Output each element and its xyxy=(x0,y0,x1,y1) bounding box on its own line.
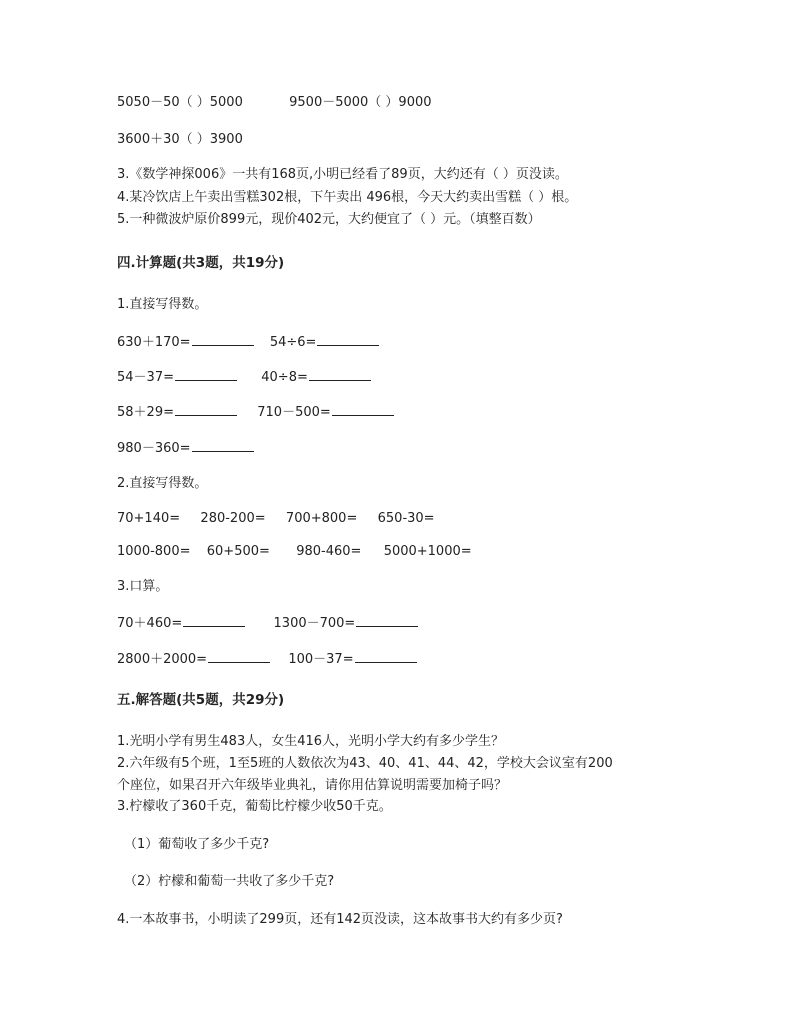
answer-blank[interactable] xyxy=(192,439,254,452)
calc-item: 700+800= xyxy=(285,511,358,526)
compare-item: 5050－50（ ）5000 xyxy=(117,95,243,110)
calc-item: 70+140= xyxy=(117,511,181,526)
calc-item: 980－360= xyxy=(117,441,191,456)
calc-item: 54－37= xyxy=(117,370,174,385)
calc-item: 58＋29= xyxy=(117,405,174,420)
word-problem-2-cont: 个座位，如果召开六年级毕业典礼，请你用估算说明需要加椅子吗？ xyxy=(117,778,508,793)
answer-blank[interactable] xyxy=(355,650,417,663)
q3-title: 3.口算。 xyxy=(117,579,169,594)
calc-row xyxy=(117,403,394,422)
calc-row xyxy=(117,439,254,458)
calc-item: 5000+1000= xyxy=(383,544,472,559)
word-problem-4: 4.一本故事书，小明读了299页，还有142页没读，这本故事书大约有多少页? xyxy=(117,912,563,927)
answer-blank[interactable] xyxy=(175,368,237,381)
word-problem-1: 1.光明小学有男生483人，女生416人，光明小学大约有多少学生？ xyxy=(117,734,505,749)
calc-row xyxy=(117,368,371,387)
compare-item: 9500－5000（ ）9000 xyxy=(289,95,432,110)
word-problem-3: 3.柠檬收了360千克，葡萄比柠檬少收50千克。 xyxy=(117,799,392,814)
compare-row-1 xyxy=(117,94,432,112)
calc-item: 70＋460= xyxy=(117,616,183,631)
answer-blank[interactable] xyxy=(192,333,254,346)
answer-blank[interactable] xyxy=(175,403,237,416)
answer-blank[interactable] xyxy=(309,368,371,381)
calc-item: 40÷8= xyxy=(261,370,308,385)
calc-item: 650-30= xyxy=(377,511,435,526)
compare-item: 3600＋30（ ）3900 xyxy=(117,132,243,147)
section-5-title: 五.解答题(共5题，共29分) xyxy=(117,692,285,708)
calc-item: 630＋170= xyxy=(117,335,191,350)
q1-title: 1.直接写得数。 xyxy=(117,297,208,312)
calc-item: 710－500= xyxy=(257,405,331,420)
estimate-question-3: 3.《数学神探006》一共有168页,小明已经看了89页，大约还有（ ）页没读。 xyxy=(117,167,568,182)
estimate-question-4: 4.某冷饮店上午卖出雪糕302根，下午卖出 496根，今天大约卖出雪糕（ ）根。 xyxy=(117,190,578,205)
estimate-question-5: 5.一种微波炉原价899元，现价402元，大约便宜了（ ）元。（填整百数） xyxy=(117,212,541,227)
answer-blank[interactable] xyxy=(183,614,245,627)
word-problem-2: 2.六年级有5个班，1至5班的人数依次为43、40、41、44、42，学校大会议室有200 xyxy=(117,756,613,771)
calc-item: 54÷6= xyxy=(269,335,317,350)
calc-row xyxy=(117,510,435,528)
section-4-title: 四.计算题(共3题，共19分) xyxy=(117,255,285,271)
calc-row xyxy=(117,614,418,633)
q2-title: 2.直接写得数。 xyxy=(117,476,208,491)
compare-row-2 xyxy=(117,131,243,149)
calc-item: 1300－700= xyxy=(273,616,356,631)
calc-row xyxy=(117,650,417,669)
answer-blank[interactable] xyxy=(208,650,270,663)
calc-row xyxy=(117,333,379,352)
calc-item: 60+500= xyxy=(206,544,270,559)
answer-blank[interactable] xyxy=(356,614,418,627)
calc-item: 2800＋2000= xyxy=(117,652,208,667)
calc-row xyxy=(117,543,472,561)
calc-item: 980-460= xyxy=(296,544,362,559)
word-problem-3-sub-2: （2）柠檬和葡萄一共收了多少千克? xyxy=(124,874,335,889)
calc-item: 100－37= xyxy=(288,652,354,667)
calc-item: 1000-800= xyxy=(117,544,191,559)
word-problem-3-sub-1: （1）葡萄收了多少千克? xyxy=(124,837,270,852)
calc-item: 280-200= xyxy=(200,511,266,526)
answer-blank[interactable] xyxy=(317,333,379,346)
answer-blank[interactable] xyxy=(332,403,394,416)
